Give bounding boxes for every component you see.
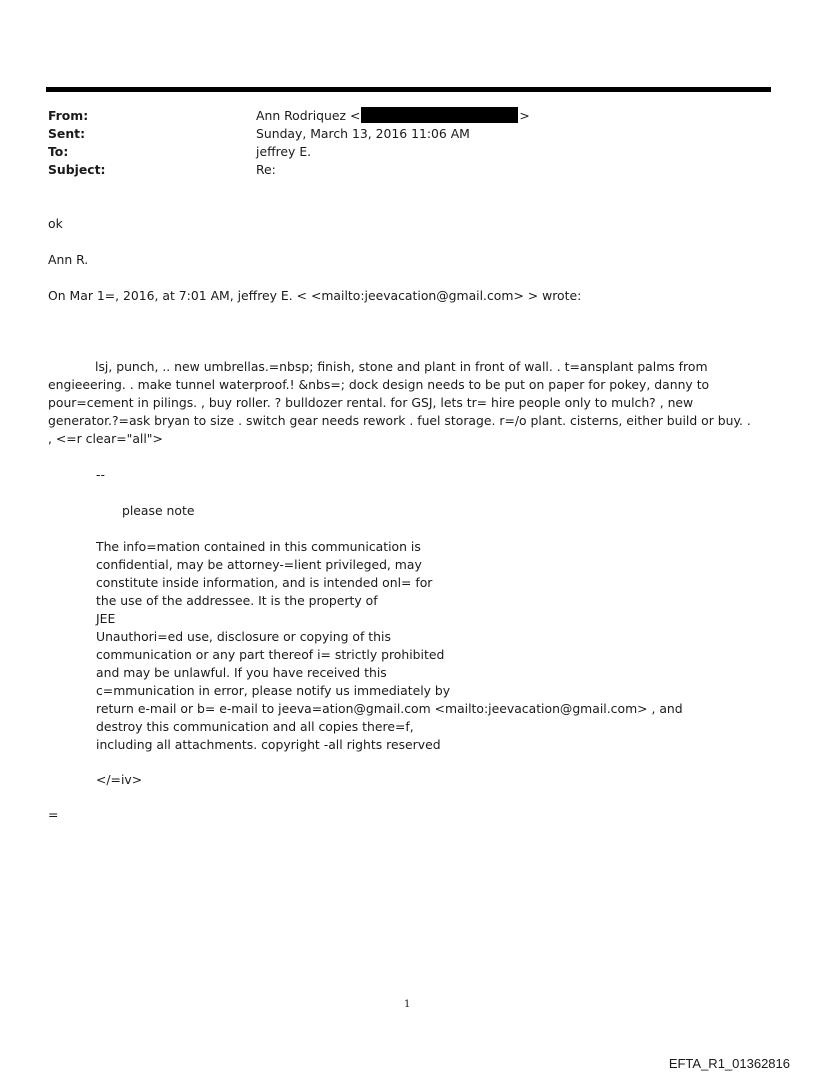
from-value	[256, 107, 530, 125]
disclaimer-line: including all attachments. copyright -all rights reserved	[96, 737, 441, 752]
to-label: To:	[48, 144, 69, 159]
please-note: please note	[122, 503, 195, 518]
signature: Ann R.	[48, 252, 89, 267]
trailing-char: =	[48, 807, 59, 822]
disclaimer-line: and may be unlawful. If you have received this	[96, 665, 387, 680]
disclaimer-line: destroy this communication and all copies there=f,	[96, 719, 414, 734]
disclaimer-line: Unauthori=ed use, disclosure or copying of this	[96, 629, 391, 644]
subject-label: Subject:	[48, 162, 106, 177]
header-rule	[46, 87, 771, 92]
disclaimer-line: c=mmunication in error, please notify us immediately by	[96, 683, 451, 698]
to-value: jeffrey E.	[256, 144, 312, 159]
subject-value: Re:	[256, 162, 276, 177]
quote-intro: On Mar 1=, 2016, at 7:01 AM, jeffrey E. < <mailto:jeevacation@gmail.com> > wrote:	[48, 288, 582, 303]
disclaimer-line: communication or any part thereof i= strictly prohibited	[96, 647, 445, 662]
quoted-message: lsj, punch, .. new umbrellas.=nbsp; finish, stone and plant in front of wall. . t=ansplant palms from engieeering. . make tunnel waterproof.! &nbs=; dock design needs to be put on paper for pokey, danny to pour=cement in pilings. , buy roller. ? bulldozer rental. for GSJ, lets tr= hire people only to mulch? , new generator.?=ask bryan to size . switch gear needs rework . fuel storage. r=/o plant. cisterns, either build or buy. . , <=r clear="all">	[48, 359, 751, 446]
disclaimer	[96, 538, 683, 754]
disclaimer-line: constitute inside information, and is intended onl= for	[96, 575, 433, 590]
disclaimer-line: confidential, may be attorney-=lient privileged, may	[96, 557, 422, 572]
from-name: Ann Rodriquez <	[256, 108, 361, 123]
sent-label: Sent:	[48, 126, 86, 141]
page-number: 1	[404, 999, 411, 1010]
sent-value: Sunday, March 13, 2016 11:06 AM	[256, 126, 470, 141]
from-close: >	[519, 108, 530, 123]
disclaimer-line: JEE	[96, 611, 116, 626]
signature-separator: --	[96, 467, 105, 482]
closing-tag: </=iv>	[96, 772, 143, 787]
disclaimer-line: return e-mail or b= e-mail to jeeva=ation@gmail.com <mailto:jeevacation@gmail.com> , and	[96, 701, 683, 716]
bates-number: EFTA_R1_01362816	[668, 1056, 790, 1071]
reply-text: ok	[48, 216, 63, 231]
from-label: From:	[48, 108, 89, 123]
redaction-box	[361, 107, 518, 123]
disclaimer-line: The info=mation contained in this communication is	[96, 539, 421, 554]
disclaimer-line: the use of the addressee. It is the property of	[96, 593, 378, 608]
